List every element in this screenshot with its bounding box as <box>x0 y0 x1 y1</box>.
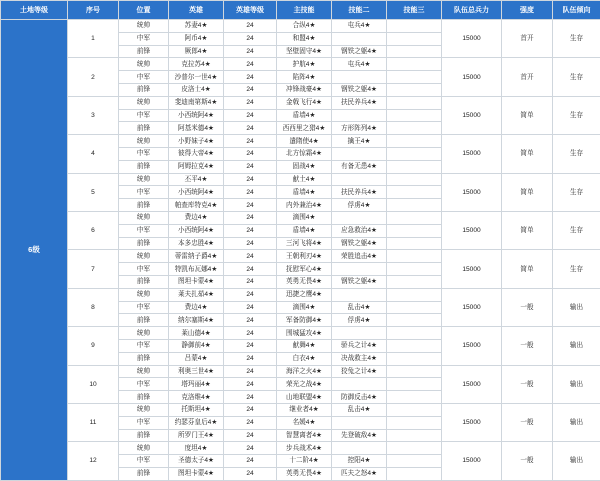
skill-two-cell: 俘虏4★ <box>332 314 387 327</box>
hero-cell: 帕查库特克4★ <box>169 199 224 212</box>
hero-cell: 费边4★ <box>169 211 224 224</box>
hero-level-cell: 24 <box>224 237 277 250</box>
main-skill-cell: 继业者4★ <box>277 403 332 416</box>
position-cell: 中军 <box>119 71 169 84</box>
group-number-cell: 3 <box>68 96 119 134</box>
main-skill-cell: 盾墙4★ <box>277 109 332 122</box>
hero-cell: 莱山德4★ <box>169 327 224 340</box>
skill-two-cell: 乱击4★ <box>332 403 387 416</box>
main-skill-cell: 荣光之战4★ <box>277 378 332 391</box>
main-skill-cell: 围城猛攻4★ <box>277 327 332 340</box>
table-row <box>1 250 600 263</box>
main-skill-cell: 名媛4★ <box>277 416 332 429</box>
tendency-cell: 输出 <box>553 327 600 365</box>
main-skill-cell: 冲锋战豪4★ <box>277 83 332 96</box>
skill-three-cell <box>387 288 442 301</box>
hero-cell: 图坦卡蒙4★ <box>169 467 224 480</box>
main-skill-cell: 王朝利刃4★ <box>277 250 332 263</box>
main-skill-cell: 十二阶4★ <box>277 455 332 468</box>
total-troops-cell: 15000 <box>442 403 502 441</box>
skill-three-cell <box>387 32 442 45</box>
main-skill-cell: 内外兼治4★ <box>277 199 332 212</box>
skill-two-cell: 擒王4★ <box>332 135 387 148</box>
tendency-cell: 输出 <box>553 288 600 326</box>
position-cell: 前锋 <box>119 429 169 442</box>
skill-three-cell <box>387 71 442 84</box>
hero-level-cell: 24 <box>224 442 277 455</box>
position-cell: 中军 <box>119 147 169 160</box>
skill-three-cell <box>387 429 442 442</box>
main-skill-cell: 滴围4★ <box>277 301 332 314</box>
group-number-cell: 1 <box>68 20 119 58</box>
hero-level-cell: 24 <box>224 416 277 429</box>
hero-cell: 蒂雷纳子爵4★ <box>169 250 224 263</box>
position-cell: 中军 <box>119 416 169 429</box>
position-cell: 中军 <box>119 186 169 199</box>
main-skill-cell: 山地联盟4★ <box>277 391 332 404</box>
skill-two-cell <box>332 109 387 122</box>
skill-three-cell <box>387 186 442 199</box>
main-skill-cell: 护航4★ <box>277 58 332 71</box>
hero-cell: 圣德太子4★ <box>169 455 224 468</box>
skill-three-cell <box>387 122 442 135</box>
header-position: 位置 <box>119 1 169 20</box>
position-cell: 前锋 <box>119 45 169 58</box>
skill-two-cell <box>332 147 387 160</box>
hero-level-cell: 24 <box>224 173 277 186</box>
strength-cell: 一般 <box>502 327 553 365</box>
skill-two-cell <box>332 71 387 84</box>
skill-three-cell <box>387 58 442 71</box>
header-tendency: 队伍倾向 <box>553 1 600 20</box>
hero-cell: 小西统阿4★ <box>169 109 224 122</box>
position-cell: 统帅 <box>119 58 169 71</box>
main-skill-cell: 海洋之火4★ <box>277 365 332 378</box>
hero-level-cell: 24 <box>224 122 277 135</box>
skill-two-cell <box>332 173 387 186</box>
main-skill-cell: 北方惊霜4★ <box>277 147 332 160</box>
skill-two-cell: 钢铁之躯4★ <box>332 275 387 288</box>
hero-level-cell: 24 <box>224 429 277 442</box>
table-row <box>1 58 600 71</box>
strength-cell: 简单 <box>502 96 553 134</box>
table-row <box>1 96 600 109</box>
skill-two-cell <box>332 288 387 301</box>
main-skill-cell: 三河飞将4★ <box>277 237 332 250</box>
skill-two-cell <box>332 263 387 276</box>
hero-level-cell: 24 <box>224 211 277 224</box>
hero-level-cell: 24 <box>224 20 277 33</box>
skill-three-cell <box>387 352 442 365</box>
main-skill-cell: 金戟飞行4★ <box>277 96 332 109</box>
hero-level-cell: 24 <box>224 314 277 327</box>
land-level-cell: 6级 <box>1 20 68 481</box>
position-cell: 中军 <box>119 455 169 468</box>
main-skill-cell: 坚壁固守4★ <box>277 45 332 58</box>
hero-level-cell: 24 <box>224 96 277 109</box>
position-cell: 前锋 <box>119 199 169 212</box>
skill-three-cell <box>387 455 442 468</box>
skill-two-cell: 屯兵4★ <box>332 58 387 71</box>
hero-level-cell: 24 <box>224 147 277 160</box>
header-skill-two: 技能二 <box>332 1 387 20</box>
position-cell: 统帅 <box>119 96 169 109</box>
tendency-cell: 生存 <box>553 58 600 96</box>
tendency-cell: 生存 <box>553 173 600 211</box>
skill-two-cell: 先登破敌4★ <box>332 429 387 442</box>
skill-three-cell <box>387 211 442 224</box>
main-skill-cell: 盾墙4★ <box>277 224 332 237</box>
skill-three-cell <box>387 339 442 352</box>
hero-cell: 所罗门王4★ <box>169 429 224 442</box>
skill-three-cell <box>387 250 442 263</box>
hero-cell: 利奥三世4★ <box>169 365 224 378</box>
table-row <box>1 365 600 378</box>
skill-three-cell <box>387 403 442 416</box>
hero-level-cell: 24 <box>224 352 277 365</box>
hero-level-cell: 24 <box>224 32 277 45</box>
position-cell: 统帅 <box>119 365 169 378</box>
hero-cell: 彼得大帝4★ <box>169 147 224 160</box>
strength-cell: 首开 <box>502 20 553 58</box>
position-cell: 前锋 <box>119 467 169 480</box>
skill-three-cell <box>387 416 442 429</box>
strength-cell: 简单 <box>502 250 553 288</box>
hero-cell: 本多忠胜4★ <box>169 237 224 250</box>
strength-cell: 一般 <box>502 403 553 441</box>
hero-level-cell: 24 <box>224 263 277 276</box>
hero-cell: 阿币4★ <box>169 32 224 45</box>
skill-three-cell <box>387 442 442 455</box>
position-cell: 前锋 <box>119 160 169 173</box>
strength-cell: 一般 <box>502 442 553 480</box>
hero-level-cell: 24 <box>224 467 277 480</box>
hero-cell: 小野妹子4★ <box>169 135 224 148</box>
tendency-cell: 输出 <box>553 403 600 441</box>
main-skill-cell: 西西里之猎4★ <box>277 122 332 135</box>
total-troops-cell: 15000 <box>442 211 502 249</box>
position-cell: 统帅 <box>119 135 169 148</box>
total-troops-cell: 15000 <box>442 135 502 173</box>
hero-level-cell: 24 <box>224 250 277 263</box>
hero-level-cell: 24 <box>224 378 277 391</box>
strength-cell: 一般 <box>502 365 553 403</box>
skill-three-cell <box>387 199 442 212</box>
group-number-cell: 10 <box>68 365 119 403</box>
main-skill-cell: 迅捷之鹰4★ <box>277 288 332 301</box>
skill-two-cell: 荣胜追击4★ <box>332 250 387 263</box>
skill-two-cell: 应急救治4★ <box>332 224 387 237</box>
header-index: 序号 <box>68 1 119 20</box>
skill-two-cell: 乱击4★ <box>332 301 387 314</box>
group-number-cell: 12 <box>68 442 119 480</box>
position-cell: 前锋 <box>119 237 169 250</box>
total-troops-cell: 15000 <box>442 20 502 58</box>
position-cell: 中军 <box>119 32 169 45</box>
main-skill-cell: 步兵战术4★ <box>277 442 332 455</box>
hero-level-cell: 24 <box>224 135 277 148</box>
main-skill-cell: 智慧离者4★ <box>277 429 332 442</box>
position-cell: 统帅 <box>119 20 169 33</box>
table-row <box>1 211 600 224</box>
position-cell: 中军 <box>119 339 169 352</box>
position-cell: 前锋 <box>119 275 169 288</box>
main-skill-cell: 抚慰军心4★ <box>277 263 332 276</box>
skill-three-cell <box>387 96 442 109</box>
skill-three-cell <box>387 275 442 288</box>
skill-two-cell: 扶民养兵4★ <box>332 186 387 199</box>
group-number-cell: 11 <box>68 403 119 441</box>
hero-cell: 静御前4★ <box>169 339 224 352</box>
hero-cell: 约瑟芬皇后4★ <box>169 416 224 429</box>
skill-three-cell <box>387 378 442 391</box>
total-troops-cell: 15000 <box>442 96 502 134</box>
hero-level-cell: 24 <box>224 275 277 288</box>
skill-three-cell <box>387 147 442 160</box>
main-skill-cell: 固战4★ <box>277 160 332 173</box>
hero-level-cell: 24 <box>224 45 277 58</box>
skill-three-cell <box>387 365 442 378</box>
total-troops-cell: 15000 <box>442 288 502 326</box>
position-cell: 前锋 <box>119 314 169 327</box>
table-row <box>1 403 600 416</box>
table-row <box>1 288 600 301</box>
header-hero-level: 英雄等级 <box>224 1 277 20</box>
strength-cell: 首开 <box>502 58 553 96</box>
group-number-cell: 7 <box>68 250 119 288</box>
position-cell: 前锋 <box>119 83 169 96</box>
position-cell: 统帅 <box>119 173 169 186</box>
position-cell: 中军 <box>119 378 169 391</box>
table-row <box>1 135 600 148</box>
skill-three-cell <box>387 173 442 186</box>
skill-two-cell: 钢铁之躯4★ <box>332 45 387 58</box>
position-cell: 统帅 <box>119 403 169 416</box>
skill-two-cell: 防御反击4★ <box>332 391 387 404</box>
total-troops-cell: 15000 <box>442 173 502 211</box>
hero-level-cell: 24 <box>224 403 277 416</box>
hero-level-cell: 24 <box>224 199 277 212</box>
skill-three-cell <box>387 263 442 276</box>
group-number-cell: 6 <box>68 211 119 249</box>
hero-level-cell: 24 <box>224 339 277 352</box>
hero-level-cell: 24 <box>224 160 277 173</box>
table-row <box>1 173 600 186</box>
hero-level-cell: 24 <box>224 288 277 301</box>
group-number-cell: 4 <box>68 135 119 173</box>
position-cell: 中军 <box>119 224 169 237</box>
skill-three-cell <box>387 109 442 122</box>
hero-level-cell: 24 <box>224 391 277 404</box>
skill-two-cell: 狡兔之计4★ <box>332 365 387 378</box>
skill-two-cell: 有备无患4★ <box>332 160 387 173</box>
hero-cell: 丕平4★ <box>169 173 224 186</box>
position-cell: 统帅 <box>119 211 169 224</box>
hero-cell: 塔玛丽4★ <box>169 378 224 391</box>
hero-cell: 特凯布瓦娜4★ <box>169 263 224 276</box>
main-skill-cell: 合纵4★ <box>277 20 332 33</box>
table-row <box>1 327 600 340</box>
hero-cell: 吕蒙4★ <box>169 352 224 365</box>
total-troops-cell: 15000 <box>442 442 502 480</box>
hero-cell: 苏妻4★ <box>169 20 224 33</box>
skill-two-cell: 控阳4★ <box>332 455 387 468</box>
position-cell: 中军 <box>119 301 169 314</box>
table-row <box>1 20 600 33</box>
header-land-level: 土地等级 <box>1 1 68 20</box>
header-strength: 强度 <box>502 1 553 20</box>
group-number-cell: 8 <box>68 288 119 326</box>
total-troops-cell: 15000 <box>442 250 502 288</box>
tendency-cell: 生存 <box>553 250 600 288</box>
skill-two-cell <box>332 442 387 455</box>
position-cell: 统帅 <box>119 327 169 340</box>
skill-two-cell: 匹夫之怒4★ <box>332 467 387 480</box>
tendency-cell: 生存 <box>553 20 600 58</box>
hero-cell: 托斯坦4★ <box>169 403 224 416</box>
hero-level-cell: 24 <box>224 58 277 71</box>
main-skill-cell: 英勇无畏4★ <box>277 275 332 288</box>
hero-cell: 纳尔塞斯4★ <box>169 314 224 327</box>
group-number-cell: 5 <box>68 173 119 211</box>
main-skill-cell: 滴围4★ <box>277 211 332 224</box>
main-skill-cell: 军备防御4★ <box>277 314 332 327</box>
main-skill-cell: 和盟4★ <box>277 32 332 45</box>
skill-three-cell <box>387 301 442 314</box>
hero-cell: 图坦卡蒙4★ <box>169 275 224 288</box>
hero-cell: 厥郎4★ <box>169 45 224 58</box>
main-skill-cell: 遣隋使4★ <box>277 135 332 148</box>
main-skill-cell: 陷阵4★ <box>277 71 332 84</box>
hero-level-cell: 24 <box>224 327 277 340</box>
table-row <box>1 442 600 455</box>
hero-level-cell: 24 <box>224 83 277 96</box>
skill-three-cell <box>387 327 442 340</box>
hero-cell: 小西统阿4★ <box>169 224 224 237</box>
position-cell: 统帅 <box>119 250 169 263</box>
skill-three-cell <box>387 135 442 148</box>
main-skill-cell: 献土4★ <box>277 173 332 186</box>
tendency-cell: 生存 <box>553 211 600 249</box>
skill-two-cell <box>332 211 387 224</box>
total-troops-cell: 15000 <box>442 327 502 365</box>
tendency-cell: 生存 <box>553 96 600 134</box>
main-skill-cell: 白衣4★ <box>277 352 332 365</box>
skill-two-cell: 钢铁之躯4★ <box>332 237 387 250</box>
skill-two-cell <box>332 378 387 391</box>
hero-cell: 阿基米德4★ <box>169 122 224 135</box>
group-number-cell: 2 <box>68 58 119 96</box>
strength-cell: 简单 <box>502 211 553 249</box>
skill-two-cell <box>332 327 387 340</box>
hero-level-cell: 24 <box>224 455 277 468</box>
skill-two-cell <box>332 32 387 45</box>
tendency-cell: 输出 <box>553 365 600 403</box>
hero-level-cell: 24 <box>224 365 277 378</box>
strength-cell: 简单 <box>502 135 553 173</box>
position-cell: 前锋 <box>119 122 169 135</box>
skill-three-cell <box>387 83 442 96</box>
group-number-cell: 9 <box>68 327 119 365</box>
header-hero: 英雄 <box>169 1 224 20</box>
hero-cell: 克洛维4★ <box>169 391 224 404</box>
skill-three-cell <box>387 467 442 480</box>
position-cell: 统帅 <box>119 288 169 301</box>
skill-three-cell <box>387 160 442 173</box>
strength-cell: 简单 <box>502 173 553 211</box>
skill-two-cell: 屯兵4★ <box>332 20 387 33</box>
table-header <box>1 1 600 20</box>
skill-two-cell: 骄兵之计4★ <box>332 339 387 352</box>
hero-cell: 度坦4★ <box>169 442 224 455</box>
hero-level-cell: 24 <box>224 186 277 199</box>
skill-two-cell: 方形阵列4★ <box>332 122 387 135</box>
skill-two-cell: 钢铁之躯4★ <box>332 83 387 96</box>
hero-level-cell: 24 <box>224 71 277 84</box>
position-cell: 统帅 <box>119 442 169 455</box>
hero-level-cell: 24 <box>224 224 277 237</box>
main-skill-cell: 献舞4★ <box>277 339 332 352</box>
header-main-skill: 主技能 <box>277 1 332 20</box>
hero-cell: 皮洛士4★ <box>169 83 224 96</box>
header-skill-three: 技能三 <box>387 1 442 20</box>
tendency-cell: 输出 <box>553 442 600 480</box>
skill-two-cell: 俘虏4★ <box>332 199 387 212</box>
skill-three-cell <box>387 391 442 404</box>
skill-three-cell <box>387 20 442 33</box>
hero-cell: 莱夫扎茹4★ <box>169 288 224 301</box>
hero-cell: 克拉苏4★ <box>169 58 224 71</box>
position-cell: 中军 <box>119 263 169 276</box>
position-cell: 前锋 <box>119 391 169 404</box>
skill-three-cell <box>387 45 442 58</box>
skill-three-cell <box>387 314 442 327</box>
hero-level-cell: 24 <box>224 109 277 122</box>
hero-cell: 阿姆拉克4★ <box>169 160 224 173</box>
tendency-cell: 生存 <box>553 135 600 173</box>
hero-cell: 小西统阿4★ <box>169 186 224 199</box>
table-body <box>1 20 600 481</box>
position-cell: 中军 <box>119 109 169 122</box>
skill-two-cell: 扶民养兵4★ <box>332 96 387 109</box>
hero-cell: 费边4★ <box>169 301 224 314</box>
hero-cell: 沙普尔一世4★ <box>169 71 224 84</box>
skill-three-cell <box>387 237 442 250</box>
total-troops-cell: 15000 <box>442 365 502 403</box>
skill-three-cell <box>387 224 442 237</box>
main-skill-cell: 英勇无畏4★ <box>277 467 332 480</box>
hero-cell: 斐迪南第斯4★ <box>169 96 224 109</box>
strength-cell: 一般 <box>502 288 553 326</box>
header-total-troops: 队伍总兵力 <box>442 1 502 20</box>
skill-two-cell: 决战救主4★ <box>332 352 387 365</box>
skill-two-cell <box>332 416 387 429</box>
main-skill-cell: 盾墙4★ <box>277 186 332 199</box>
position-cell: 前锋 <box>119 352 169 365</box>
total-troops-cell: 15000 <box>442 58 502 96</box>
hero-level-cell: 24 <box>224 301 277 314</box>
